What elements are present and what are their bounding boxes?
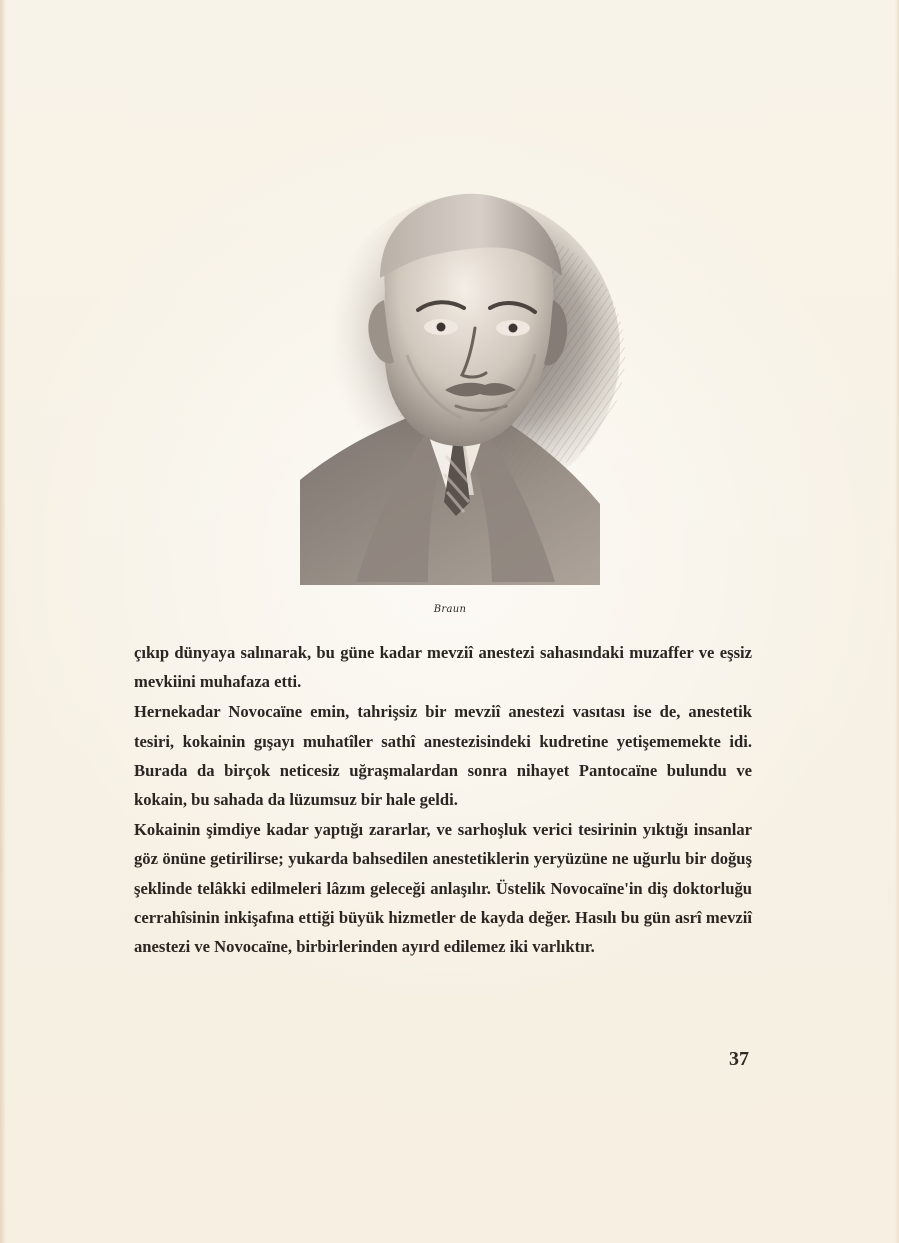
page-right-edge bbox=[895, 0, 899, 1243]
paragraph-2: Hernekadar Novocaïne emin, tahrişsiz bir mevziî anestezi vasıtası ise de, anestetik tesiri, kokainin gışayı muhatîler sathî anestezisindeki kudretine yetişememekte idi. Burada da birçok neticesiz uğraşmalardan sonra nihayet Pantocaïne bulundu ve kokain, bu sahada da lüzumsuz bir hale geldi. bbox=[134, 702, 752, 810]
body-text bbox=[134, 638, 752, 961]
portrait-caption: Braun bbox=[433, 604, 467, 615]
page-number: 37 bbox=[729, 1048, 749, 1070]
paragraph-3: Kokainin şimdiye kadar yaptığı zararlar, ve sarhoşluk verici tesirinin yıktığı insanlar göz önüne getirilirse; yukarda bahsedilen anestetiklerin yeryüzüne ne uğurlu bir doğuş şeklinde telâkki edilmeleri lâzım geleceği anlaşılır. Üstelik Novocaïne'in diş doktorluğu cerrahîsinin inkişafına ettiği büyük hizmetler de kayda değer. Hasılı bu gün asrî mevziî anestezi ve Novocaïne, birbirlerinden ayırd edilemez iki varlıktır. bbox=[134, 820, 752, 957]
page-left-edge bbox=[0, 0, 6, 1243]
paragraph-1: çıkıp dünyaya salınarak, bu güne kadar mevziî anestezi sahasındaki muzaffer ve eşsiz mevkiini muhafaza etti. bbox=[134, 643, 752, 692]
portrait-illustration bbox=[280, 180, 630, 585]
